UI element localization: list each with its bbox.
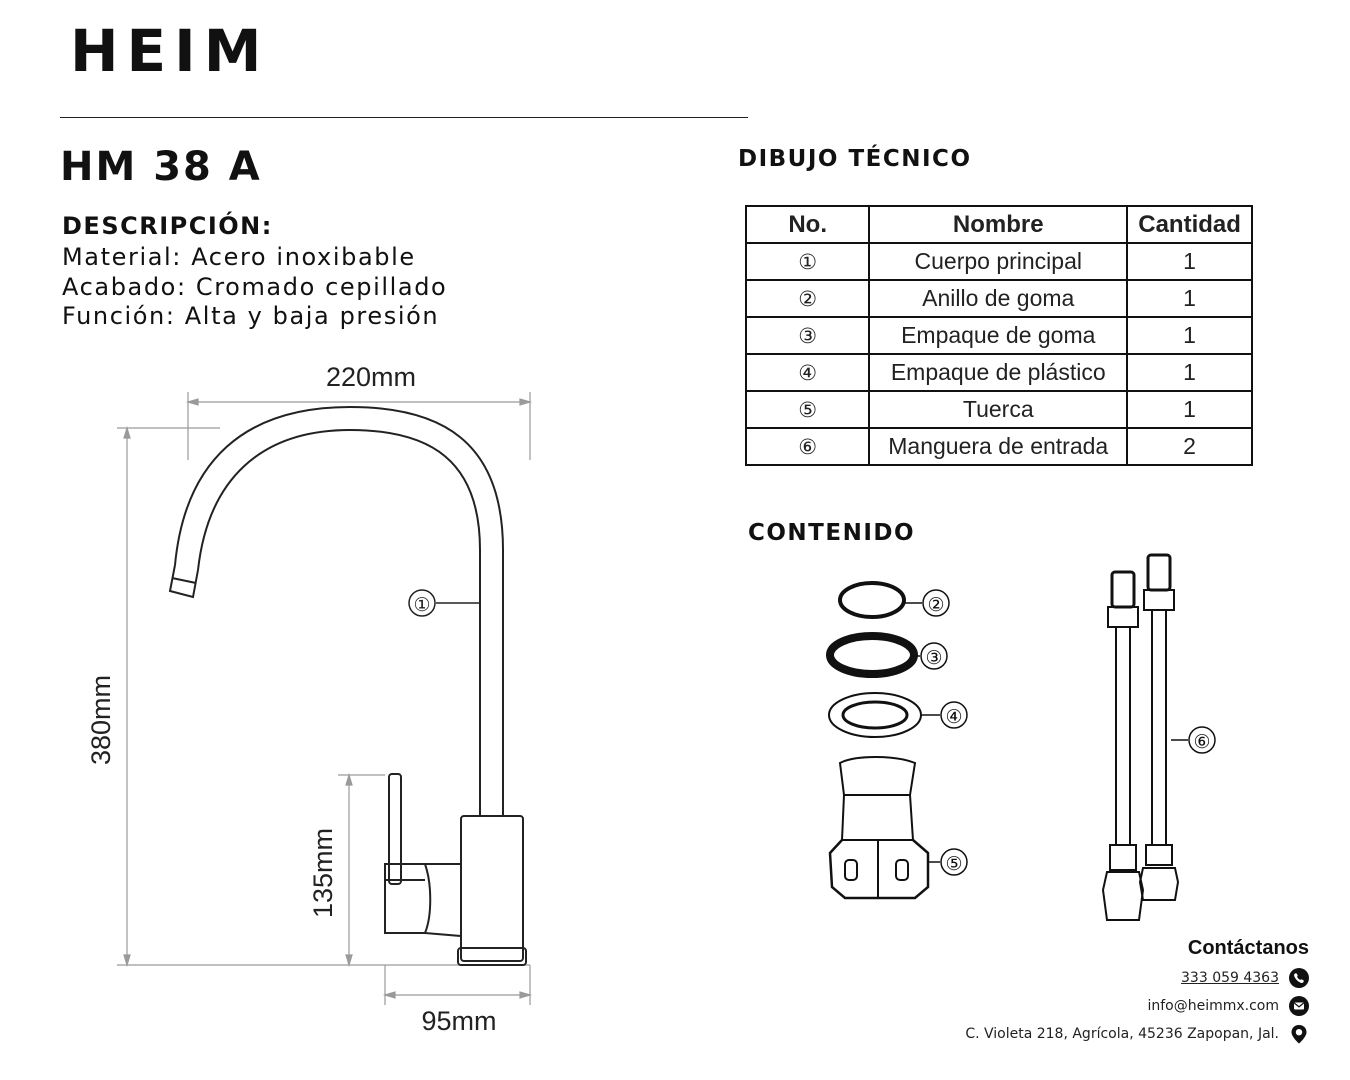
row-qty: 1 <box>1127 317 1252 354</box>
description-heading <box>62 212 273 240</box>
row-no: ① <box>746 243 869 280</box>
contact-title: Contáctanos <box>1187 937 1309 959</box>
row-no: ② <box>746 280 869 317</box>
table-row <box>746 428 1252 465</box>
dimension-base-width-label: 95mm <box>421 1006 497 1036</box>
description-title-colon: : <box>261 212 273 240</box>
email-icon <box>1289 996 1309 1016</box>
row-name: Manguera de entrada <box>869 428 1127 465</box>
contact-phone[interactable]: 333 059 4363 <box>1181 970 1279 986</box>
contact-email[interactable]: info@heimmx.com <box>1147 998 1279 1014</box>
contents-title: CONTENIDO <box>748 520 916 546</box>
table-row <box>746 317 1252 354</box>
row-qty: 1 <box>1127 243 1252 280</box>
header-divider <box>60 117 748 118</box>
row-qty: 1 <box>1127 354 1252 391</box>
phone-icon <box>1289 968 1309 988</box>
product-model: HM 38 A <box>60 144 262 190</box>
description-title: DESCRIPCIÓN <box>62 212 262 240</box>
dimension-width-label: 220mm <box>325 362 417 392</box>
parts-table <box>745 205 1253 466</box>
callout-4-label: ④ <box>945 706 963 728</box>
contents-callouts <box>925 594 1210 875</box>
row-no: ⑥ <box>746 428 869 465</box>
description-finish: Acabado: Cromado cepillado <box>62 273 448 301</box>
row-name: Anillo de goma <box>869 280 1127 317</box>
contents-drawing <box>630 550 1240 940</box>
row-name: Tuerca <box>869 391 1127 428</box>
description-material: Material: Acero inoxibable <box>62 243 416 271</box>
callout-6-label: ⑥ <box>1193 731 1211 753</box>
brand-logo: HEIM <box>70 17 270 85</box>
description-function: Función: Alta y baja presión <box>62 302 440 330</box>
contents-parts <box>829 555 1178 920</box>
contact-phone-row <box>1181 968 1309 988</box>
row-qty: 2 <box>1127 428 1252 465</box>
row-no: ⑤ <box>746 391 869 428</box>
row-qty: 1 <box>1127 391 1252 428</box>
callout-2-label: ② <box>927 594 945 616</box>
table-row <box>746 354 1252 391</box>
row-qty: 1 <box>1127 280 1252 317</box>
callout-1-label: ① <box>413 594 431 616</box>
contents-callout-circles <box>904 590 1215 875</box>
contact-address-row <box>965 1024 1309 1044</box>
table-row <box>746 391 1252 428</box>
row-no: ③ <box>746 317 869 354</box>
technical-drawing-title: DIBUJO TÉCNICO <box>738 146 972 172</box>
row-name: Cuerpo principal <box>869 243 1127 280</box>
location-pin-icon <box>1289 1024 1309 1044</box>
callout-5-label: ⑤ <box>945 853 963 875</box>
header-name: Nombre <box>869 206 1127 243</box>
dimension-base-height-label: 135mm <box>308 827 338 919</box>
row-name: Empaque de plástico <box>869 354 1127 391</box>
faucet-drawing <box>60 350 590 1050</box>
header-qty: Cantidad <box>1127 206 1252 243</box>
table-row <box>746 280 1252 317</box>
row-name: Empaque de goma <box>869 317 1127 354</box>
row-no: ④ <box>746 354 869 391</box>
contact-address: C. Violeta 218, Agrícola, 45236 Zapopan, Jal. <box>965 1026 1279 1042</box>
contact-email-row <box>1147 996 1309 1016</box>
callout-3-label: ③ <box>925 647 943 669</box>
table-row <box>746 243 1252 280</box>
dimension-height-label: 380mm <box>86 674 116 766</box>
faucet-outline <box>170 407 526 965</box>
table-header-row <box>746 206 1252 243</box>
header-no: No. <box>746 206 869 243</box>
